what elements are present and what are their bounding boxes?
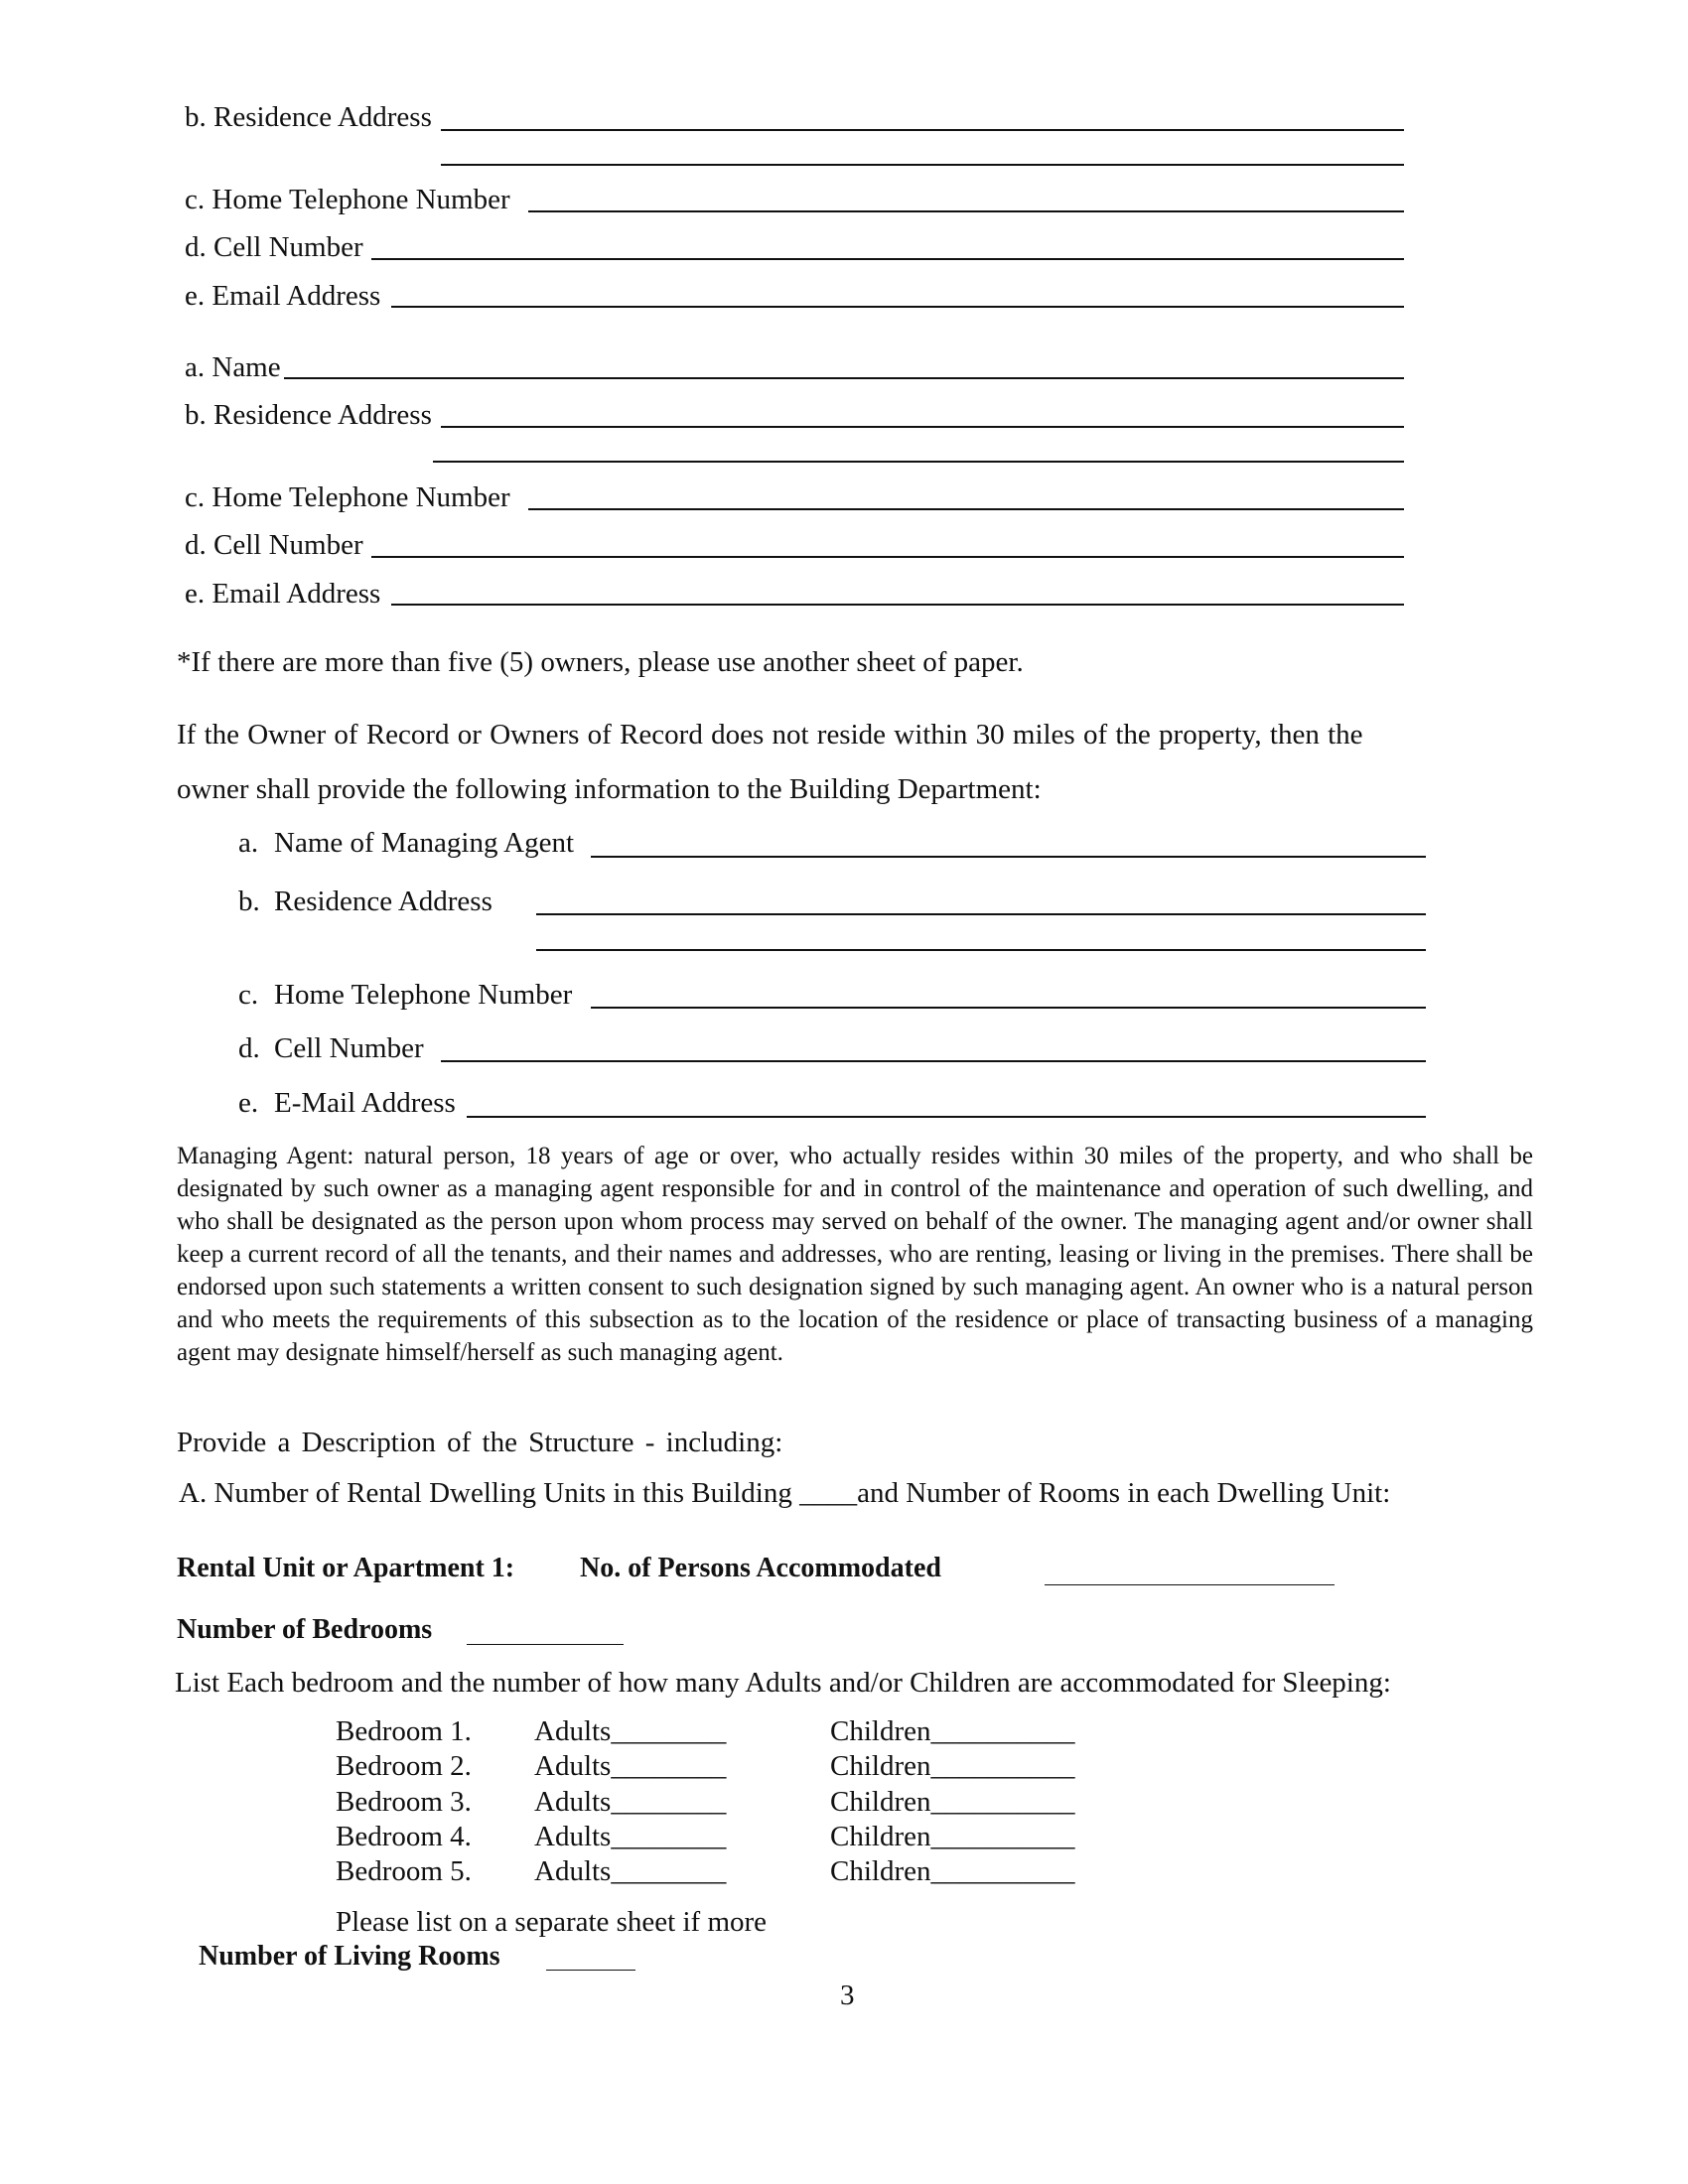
owner5-home-tel-line[interactable] xyxy=(528,508,1404,510)
agent-b-prefix: b. xyxy=(238,886,260,917)
owner5-email-label: e. Email Address xyxy=(185,578,381,610)
number-of-bedrooms-label: Number of Bedrooms xyxy=(177,1614,433,1645)
more-owners-note: *If there are more than five (5) owners, please use another sheet of paper. xyxy=(177,646,1024,678)
owner5-email-line[interactable] xyxy=(391,604,1404,606)
structure-item-a-text-1: A. Number of Rental Dwelling Units in this Building xyxy=(179,1477,800,1509)
owner5-home-tel-label: c. Home Telephone Number xyxy=(185,481,510,513)
bedroom-5-label: Bedroom 5. xyxy=(336,1855,472,1887)
structure-item-a-text-2: and Number of Rooms in each Dwelling Unit: xyxy=(857,1477,1391,1509)
bedroom-1-adults[interactable]: Adults________ xyxy=(534,1715,727,1747)
owner4-residence-line-2[interactable] xyxy=(441,164,1404,166)
bedroom-3-children[interactable]: Children__________ xyxy=(830,1786,1075,1818)
agent-c-prefix: c. xyxy=(238,979,259,1011)
agent-home-tel-label: Home Telephone Number xyxy=(274,979,573,1011)
agent-email-label: E-Mail Address xyxy=(274,1087,456,1119)
bedroom-3-adults[interactable]: Adults________ xyxy=(534,1786,727,1818)
page-number: 3 xyxy=(840,1979,855,2011)
agent-residence-label: Residence Address xyxy=(274,886,492,917)
living-rooms-line[interactable] xyxy=(546,1970,635,1971)
agent-name-line[interactable] xyxy=(591,856,1426,858)
agent-d-prefix: d. xyxy=(238,1032,260,1064)
managing-agent-definition: Managing Agent: natural person, 18 years of age or over, who actually resides within 30 miles of the property, and who shall be designated by such owner as a managing agent responsible for and in control of the maintenance and operation of such dwelling, and who shall be designated as the person upon whom process may served on behalf of the owner. The managing agent and/or owner shall keep a current record of all the tenants, and their names and addresses, who are renting, leasing or living in the premises. There shall be endorsed upon such statements a written consent to such designation signed by such managing agent. An owner who is a natural person and who meets the requirements of this subsection as to the location of the residence or place of transacting business of a managing agent may designate himself/herself as such managing agent. xyxy=(177,1143,1533,1366)
number-of-bedrooms-line[interactable] xyxy=(467,1644,624,1645)
persons-accommodated-line[interactable] xyxy=(1045,1584,1335,1585)
bedroom-1-label: Bedroom 1. xyxy=(336,1715,472,1747)
agent-residence-line-1[interactable] xyxy=(536,913,1426,915)
persons-accommodated-label: No. of Persons Accommodated xyxy=(580,1553,941,1583)
bedroom-4-children[interactable]: Children__________ xyxy=(830,1821,1075,1852)
agent-home-tel-line[interactable] xyxy=(591,1007,1426,1009)
agent-residence-line-2[interactable] xyxy=(536,949,1426,951)
bedroom-2-children[interactable]: Children__________ xyxy=(830,1750,1075,1782)
bedroom-2-label: Bedroom 2. xyxy=(336,1750,472,1782)
living-rooms-label: Number of Living Rooms xyxy=(199,1941,500,1972)
bedroom-5-adults[interactable]: Adults________ xyxy=(534,1855,727,1887)
owner5-residence-label: b. Residence Address xyxy=(185,399,432,431)
agent-email-line[interactable] xyxy=(467,1116,1426,1118)
bedroom-4-adults[interactable]: Adults________ xyxy=(534,1821,727,1852)
agent-cell-label: Cell Number xyxy=(274,1032,424,1064)
owner4-cell-line[interactable] xyxy=(371,258,1404,260)
owner5-residence-line-1[interactable] xyxy=(441,426,1404,428)
agent-cell-line[interactable] xyxy=(441,1060,1426,1062)
owner4-home-tel-line[interactable] xyxy=(528,210,1404,212)
owner4-cell-label: d. Cell Number xyxy=(185,231,363,263)
owner4-email-line[interactable] xyxy=(391,306,1404,308)
nonresident-text-line-2: owner shall provide the following information to the Building Department: xyxy=(177,773,1042,805)
nonresident-text-line-1: If the Owner of Record or Owners of Record does not reside within 30 miles of the property, then the xyxy=(177,719,1363,751)
agent-name-label: Name of Managing Agent xyxy=(274,827,575,859)
bedroom-5-children[interactable]: Children__________ xyxy=(830,1855,1075,1887)
agent-e-prefix: e. xyxy=(238,1087,259,1119)
owner5-cell-line[interactable] xyxy=(371,556,1404,558)
bedroom-list-instruction: List Each bedroom and the number of how many Adults and/or Children are accommodated for Sleeping: xyxy=(175,1667,1391,1699)
agent-a-prefix: a. xyxy=(238,827,259,859)
bedroom-4-label: Bedroom 4. xyxy=(336,1821,472,1852)
owner5-cell-label: d. Cell Number xyxy=(185,529,363,561)
owner5-name-label: a. Name xyxy=(185,351,281,383)
rental-unit-title: Rental Unit or Apartment 1: xyxy=(177,1553,515,1583)
owner4-residence-label: b. Residence Address xyxy=(185,101,432,133)
bedroom-2-adults[interactable]: Adults________ xyxy=(534,1750,727,1782)
separate-sheet-note: Please list on a separate sheet if more xyxy=(336,1906,768,1938)
owner4-email-label: e. Email Address xyxy=(185,280,381,312)
owner5-residence-line-2[interactable] xyxy=(433,461,1404,463)
owner4-home-tel-label: c. Home Telephone Number xyxy=(185,184,510,215)
structure-heading: Provide a Description of the Structure - including: xyxy=(177,1427,783,1458)
bedroom-1-children[interactable]: Children__________ xyxy=(830,1715,1075,1747)
owner5-name-line[interactable] xyxy=(284,377,1404,379)
structure-item-a xyxy=(179,1479,1390,1508)
owner4-residence-line-1[interactable] xyxy=(441,129,1404,131)
bedroom-3-label: Bedroom 3. xyxy=(336,1786,472,1818)
rental-units-count-blank[interactable]: ____ xyxy=(799,1477,858,1509)
